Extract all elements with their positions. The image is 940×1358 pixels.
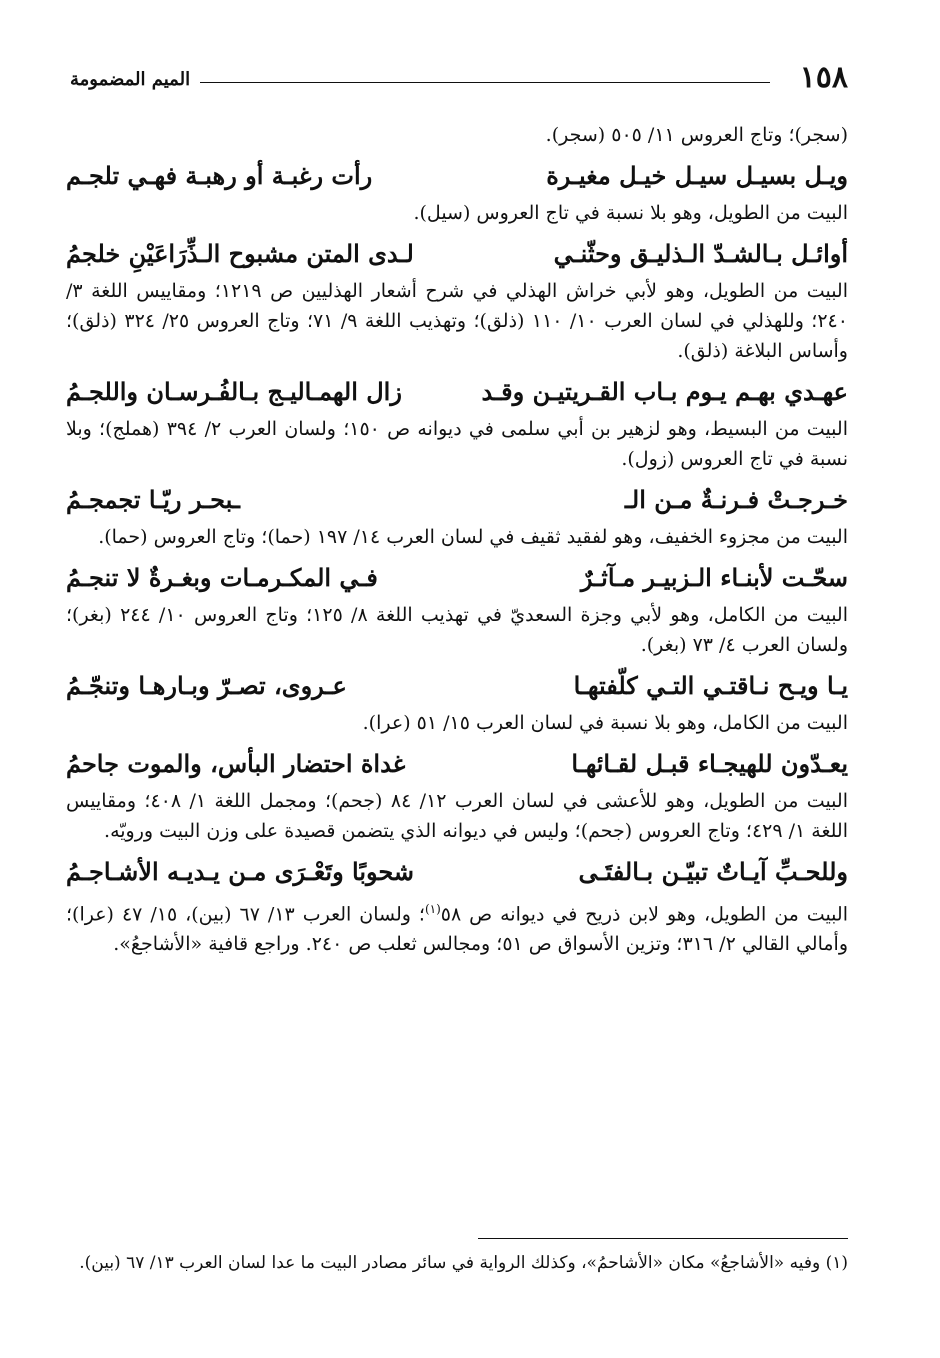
verse-line [66,156,848,196]
header-rule [200,82,770,83]
verse-second-hemistich: عـروى، تصـرّ وبـارهـا وتنجّـمُ [66,671,347,700]
verse-second-hemistich: ـبحـر ريّـا تجمجـمُ [66,485,240,514]
verse-second-hemistich: فـي المكـرمـات وبغـرةٌ لا تنجـمُ [66,563,378,592]
verse-line [66,744,848,784]
verse-entry [66,480,848,552]
verse-entry [66,666,848,738]
verse-entry [66,744,848,846]
verse-commentary [66,894,848,959]
verse-commentary: البيت من مجزوء الخفيف، وهو لفقيد ثقيف في لسان العرب ١٤/ ١٩٧ (حما)؛ وتاج العروس (حما). [98,526,848,548]
verse-line [66,558,848,598]
footnote-marker: (١) [424,902,441,916]
verse-commentary: البيت من الكامل، وهو لأبي وجزة السعديّ في تهذيب اللغة ٨/ ١٢٥؛ وتاج العروس ١٠/ ٢٤٤ (بغر)؛ ولسان العرب ٤/ ٧٣ (بغر). [66,604,848,656]
verse-entry [66,372,848,474]
verse-line [66,666,848,706]
page-number: ١٥٨ [799,60,848,95]
verse-first-hemistich: وللحـبِّ آيـاتٌ تبيّـن بـالفتَـى [578,857,848,886]
verse-commentary: البيت من الطويل، وهو للأعشى في لسان العرب ١٢/ ٨٤ (جحم)؛ ومجمل اللغة ١/ ٤٠٨؛ ومقاييس اللغة ١/ ٤٢٩؛ وتاج العروس (جحم)؛ وليس في ديوانه الذي يتضمن قصيدة على وزن البيت ورويّه. [66,790,848,842]
main-text [66,120,848,959]
commentary-text: البيت من الطويل، وهو لابن ذريح في ديوانه ص ٥٨ [440,903,848,926]
verse-entry [66,156,848,228]
page-header [70,60,848,100]
verse-entry [66,852,848,959]
verse-first-hemistich: خـرجـتْ فـرنـةٌ مـن الـ [624,485,848,514]
footnote-rule [478,1238,848,1239]
verse-commentary: البيت من البسيط، وهو لزهير بن أبي سلمى في ديوانه ص ١٥٠؛ ولسان العرب ٢/ ٣٩٤ (هملج)؛ وبلا نسبة في تاج العروس (زول). [66,418,848,470]
verse-second-hemistich: شحوبًا وتَعْـرَى مـن يـديـه الأشـاجـمُ [66,857,415,886]
verse-commentary: البيت من الطويل، وهو لأبي خراش الهذلي في شرح أشعار الهذليين ص ١٢١٩؛ ومقاييس اللغة ٣/ ٢٤٠؛ وللهذلي في لسان العرب ١٠/ ١١٠ (ذلق)؛ وتهذيب اللغة ٩/ ٧١؛ وتاج العروس ٢٥/ ٣٢٤ (ذلق)؛ وأساس البلاغة (ذلق). [66,280,848,362]
verse-commentary: البيت من الطويل، وهو بلا نسبة في تاج العروس (سيل). [413,202,848,224]
verse-entry [66,558,848,660]
verse-line [66,480,848,520]
verse-second-hemistich: لـدى المتن مشبوح الـذِّرَاعَيْنِ خلجمُ [66,239,414,268]
verse-second-hemistich: غداة احتضار البأس، والموت جاحمُ [66,749,406,778]
running-title: الميم المضمومة [70,69,191,90]
continuation-text: (سجر)؛ وتاج العروس ١١/ ٥٠٥ (سجر). [545,124,848,146]
commentary-text: ؛ ولسان العرب ١٣/ ٦٧ (بين)، ١٥/ ٤٧ (عرا)؛ وأمالي القالي ٢/ ٣١٦؛ وتزين الأسواق ص ٥١؛ ومجالس ثعلب ص ٢٤٠. وراجع قافية «الأشاجعُ». [66,903,848,956]
verse-commentary: البيت من الكامل، وهو بلا نسبة في لسان العرب ١٥/ ٥١ (عرا). [362,712,848,734]
verse-first-hemistich: يعـدّون للهيجـاء قبـل لقـائهـا [571,749,848,778]
verse-line [66,234,848,274]
verse-first-hemistich: أوائـل بـالشـدّ الـذليـق وحثّنـي [553,239,848,268]
verse-first-hemistich: سحّـت لأبنـاء الـزبيـر مـآثـرٌ [580,563,848,592]
verse-first-hemistich: ويـل بسيـل سيـل خيـل مغيـرة [546,161,848,190]
verse-first-hemistich: يـا ويـح نـاقتـي التـي كلّفتهـا [573,671,848,700]
verse-first-hemistich: عهـدي بهـم يـوم بـاب القـريتيـن وقـد [481,377,848,406]
verse-second-hemistich: زال الهمـاليـج بـالفُـرسـان واللجـمُ [66,377,402,406]
verse-entry [66,234,848,366]
footnote: (١) وفيه «الأشاجعُ» مكان «الأشاحمُ»، وكذلك الرواية في سائر مصادر البيت ما عدا لسان العرب ١٣/ ٦٧ (بين). [79,1253,848,1273]
verse-line [66,852,848,892]
verse-line [66,372,848,412]
verse-second-hemistich: رأت رغبـة أو رهبـة فهـي تلجـم [66,161,373,190]
